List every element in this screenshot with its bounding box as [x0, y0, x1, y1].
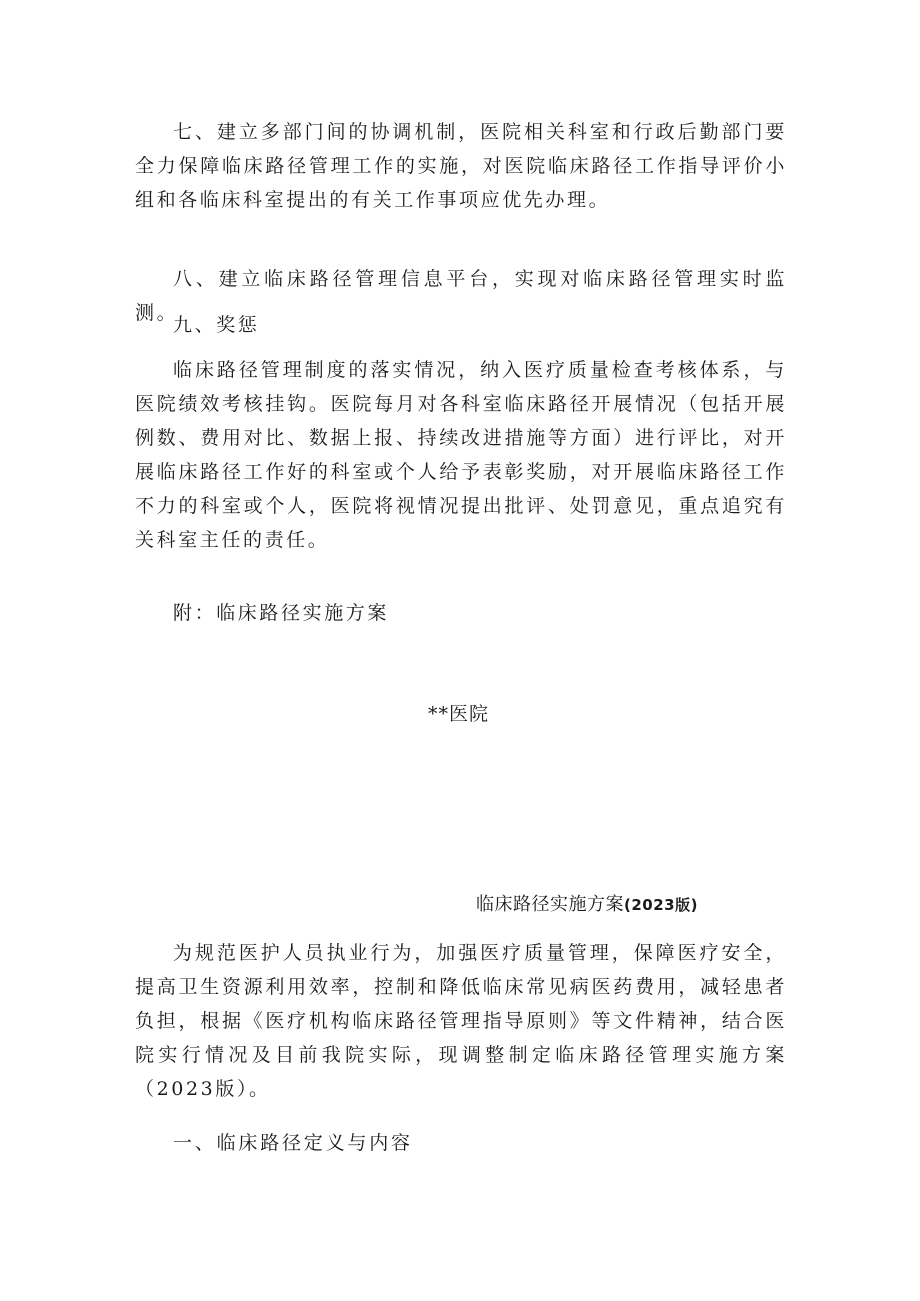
- paragraph-item-8: 八、建立临床路径管理信息平台，实现对临床路径管理实时监测。: [135, 268, 787, 324]
- plan-title-main: 临床路径实施方案: [476, 894, 624, 915]
- attachment-note: 附：临床路径实施方案: [173, 602, 390, 624]
- plan-title-year: (2023版): [624, 896, 698, 914]
- section-1-heading: 一、临床路径定义与内容: [173, 1132, 413, 1154]
- plan-title: [476, 888, 698, 922]
- hospital-signature: **医院: [428, 703, 490, 725]
- paragraph-item-9-body: 临床路径管理制度的落实情况，纳入医疗质量检查考核体系，与医院绩效考核挂钩。医院每月对各科室临床路径开展情况（包括开展例数、费用对比、数据上报、持续改进措施等方面）进行评比，对开展临床路径工作好的科室或个人给予表彰奖励，对开展临床路径工作不力的科室或个人，医院将视情况提出批评、处罚意见，重点追究有关科室主任的责任。: [135, 359, 787, 551]
- paragraph-item-9-heading: 九、奖惩: [173, 314, 260, 336]
- plan-intro-paragraph: 为规范医护人员执业行为，加强医疗质量管理，保障医疗安全，提高卫生资源利用效率，控制和降低临床常见病医药费用，减轻患者负担，根据《医疗机构临床路径管理指导原则》等文件精神，结合医院实行情况及目前我院实际，现调整制定临床路径管理实施方案（2023版）。: [135, 942, 787, 1100]
- paragraph-item-7: 七、建立多部门间的协调机制，医院相关科室和行政后勤部门要全力保障临床路径管理工作的实施，对医院临床路径工作指导评价小组和各临床科室提出的有关工作事项应优先办理。: [135, 121, 787, 211]
